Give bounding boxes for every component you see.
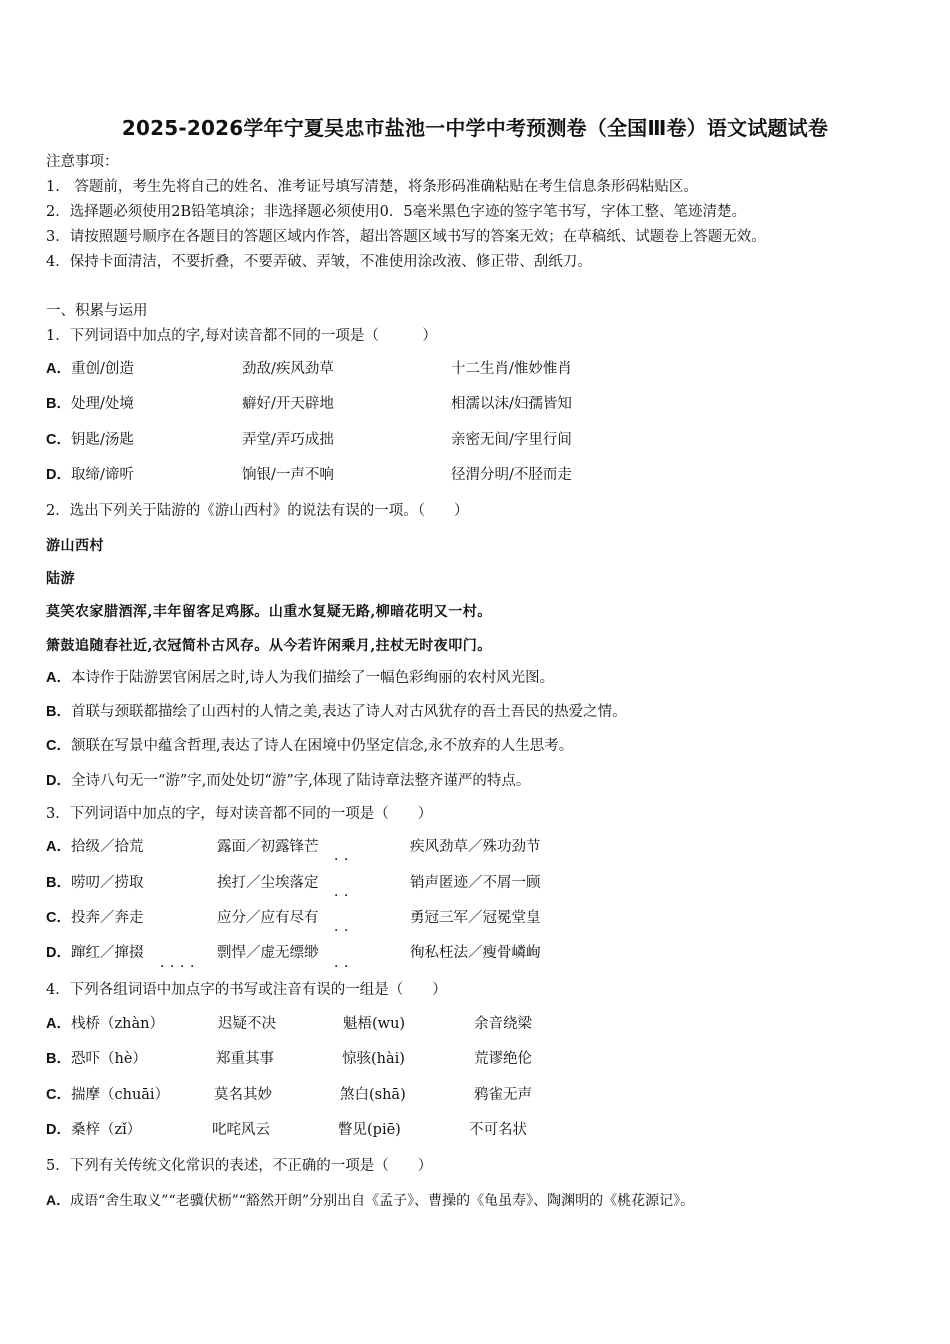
option-cell: 惊骇(hài) [342,1051,405,1067]
q3-option-b [46,873,143,893]
option-cell: 亲密无间/字里行间 [451,432,572,448]
option-label: B． [46,875,71,891]
option-cell: 投奔／奔走 [70,910,144,926]
option-cell: 不可名状 [469,1122,527,1138]
option-label: D． [46,467,71,483]
option-cell: 蹿红／撺掇 [70,945,144,961]
option-label: B． [46,1051,71,1067]
question-2-stem: 2．选出下列关于陆游的《游山西村》的说法有误的一项。（ ） [46,503,469,519]
option-text: 全诗八句无一“游”字,而处处切“游”字,体现了陆诗章法整齐谨严的特点。 [70,773,531,789]
option-cell: 处理/处境 [70,396,134,412]
q1-option-d [46,465,134,485]
poem-line: 箫鼓追随春社近,衣冠简朴古风存。从今若许闲乘月,拄杖无时夜叩门。 [46,638,492,654]
option-cell: 迟疑不决 [218,1016,276,1032]
option-label: D． [46,945,71,961]
option-cell: 叱咤风云 [212,1122,270,1138]
q2-option-b [46,702,627,722]
poem-author: 陆游 [46,571,75,587]
q3-option-c [46,908,143,928]
notice-heading: 注意事项： [46,154,119,170]
option-cell: 取缔/谛听 [70,467,134,483]
option-cell: 郑重其事 [216,1051,274,1067]
option-cell: 弄堂/弄巧成拙 [242,432,334,448]
option-cell: 露面／初露锋芒 [217,839,319,855]
option-cell: 勇冠三军／冠冕堂皇 [410,910,541,926]
option-cell: 桑梓（zǐ） [70,1122,142,1138]
option-cell: 重创/创造 [70,361,134,377]
option-text: 成语“舍生取义”“老骥伏枥”“豁然开朗”分别出自《孟子》、曹操的《龟虽寿》、陶渊明的《桃花源记》。 [70,1193,695,1209]
option-label: D． [46,1122,71,1138]
option-cell: 销声匿迹／不屑一顾 [410,875,541,891]
option-cell: 径渭分明/不胫而走 [451,467,572,483]
q4-option-a [46,1014,164,1034]
emphasis-dots: ．．．． [160,955,207,971]
question-3-stem: 3．下列词语中加点的字，每对读音都不同的一项是（ ） [46,806,433,822]
q5-option-a [46,1190,694,1211]
option-cell: 应分／应有尽有 [217,910,319,926]
q2-option-a [46,668,554,688]
option-cell: 荒谬绝伦 [474,1051,532,1067]
option-cell: 徇私枉法／瘦骨嶙峋 [410,945,541,961]
option-label: C． [46,432,71,448]
option-label: A． [46,839,71,855]
option-label: D． [46,773,71,789]
option-cell: 劲敌/疾风劲草 [242,361,334,377]
option-cell: 鸦雀无声 [474,1087,532,1103]
q2-option-d [46,771,530,791]
option-text: 颔联在写景中蕴含哲理,表达了诗人在困境中仍坚定信念,永不放弃的人生思考。 [70,738,574,754]
option-cell: 疾风劲草／殊功劲节 [410,839,541,855]
option-label: C． [46,910,71,926]
option-label: A． [46,1192,71,1208]
option-text: 本诗作于陆游罢官闲居之时,诗人为我们描绘了一幅色彩绚丽的农村风光图。 [70,670,555,686]
option-cell: 煞白(shā) [340,1087,406,1103]
option-cell: 余音绕梁 [474,1016,532,1032]
option-cell: 唠叨／捞取 [70,875,144,891]
section-heading: 一、积累与运用 [46,303,148,319]
notice-item: 2．选择题必须使用2B铅笔填涂；非选择题必须使用0．5毫米黑色字迹的签字笔书写，字体工整、笔迹清楚。 [46,204,747,220]
notice-item: 3．请按照题号顺序在各题目的答题区域内作答，超出答题区域书写的答案无效；在草稿纸、试题卷上答题无效。 [46,229,766,245]
option-label: C． [46,738,71,754]
emphasis-dots: ．． [334,955,361,971]
option-cell: 莫名其妙 [214,1087,272,1103]
question-4-stem: 4．下列各组词语中加点字的书写或注音有误的一组是（ ） [46,982,447,998]
q2-option-c [46,736,573,756]
option-label: B． [46,704,71,720]
q1-option-c [46,430,134,450]
q3-option-d [46,943,143,963]
q1-option-a [46,359,134,379]
option-label: A． [46,1016,71,1032]
question-5-stem: 5．下列有关传统文化常识的表述，不正确的一项是（ ） [46,1158,433,1174]
option-label: A． [46,670,71,686]
emphasis-dots: ．． [334,919,361,935]
option-cell: 钥匙/汤匙 [70,432,134,448]
option-label: B． [46,396,71,412]
emphasis-dots: ．． [334,848,361,864]
poem-line: 莫笑农家腊酒浑,丰年留客足鸡豚。山重水复疑无路,柳暗花明又一村。 [46,604,492,620]
emphasis-dots: ．． [334,884,361,900]
notice-item: 1. 答题前，考生先将自己的姓名、准考证号填写清楚，将条形码准确粘贴在考生信息条形码粘贴区。 [46,179,698,195]
q4-option-c [46,1085,169,1105]
option-cell: 揣摩（chuāi） [70,1087,170,1103]
option-text: 首联与颈联都描绘了山西村的人情之美,表达了诗人对古风犹存的吾土吾民的热爱之情。 [70,704,627,720]
q1-option-b [46,394,134,414]
page-title: 2025-2026学年宁夏吴忠市盐池一中学中考预测卷（全国Ⅲ卷）语文试题试卷 [121,116,829,140]
option-cell: 相濡以沫/妇孺皆知 [451,396,572,412]
question-1-stem: 1．下列词语中加点的字,每对读音都不同的一项是（ ） [46,328,437,344]
option-cell: 饷银/一声不响 [242,467,334,483]
q4-option-b [46,1049,147,1069]
poem-title: 游山西村 [46,538,104,554]
option-label: A． [46,361,71,377]
option-cell: 十二生肖/惟妙惟肖 [451,361,572,377]
option-cell: 挨打／尘埃落定 [217,875,319,891]
option-cell: 魁梧(wu) [343,1016,406,1032]
option-cell: 栈桥（zhàn） [70,1016,164,1032]
option-cell: 剽悍／虚无缥缈 [217,945,319,961]
q4-option-d [46,1120,141,1140]
option-label: C． [46,1087,71,1103]
option-cell: 癖好/开天辟地 [242,396,334,412]
option-cell: 瞥见(piē) [338,1122,401,1138]
notice-item: 4．保持卡面清洁，不要折叠，不要弄破、弄皱，不准使用涂改液、修正带、刮纸刀。 [46,254,592,270]
option-cell: 恐吓（hè） [70,1051,147,1067]
q3-option-a [46,837,143,857]
option-cell: 拾级／拾荒 [70,839,144,855]
